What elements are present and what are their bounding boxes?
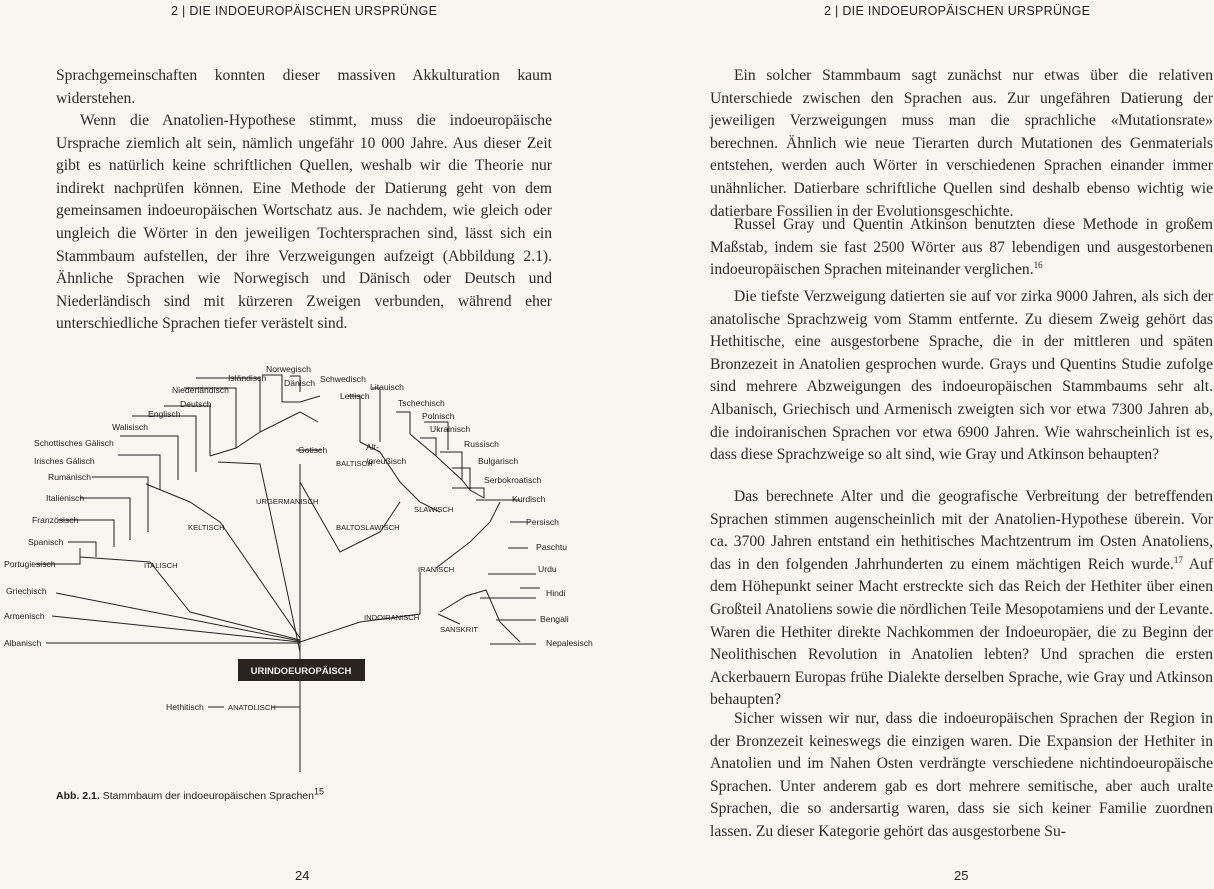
paragraph-text: Sprachgemeinschaften konnten dieser massiven Akkulturation kaum widerstehen. — [56, 67, 552, 107]
language-label: Portugiesisch — [4, 559, 56, 569]
language-label: Hindi — [546, 588, 566, 598]
language-label: Hethitisch — [166, 702, 204, 712]
paragraph-text: Auf dem Höhepunkt seiner Macht erstreckte sich das Reich der Hethiter über einen Großteil Anatoliens sowie die nördlichen Teile Mesopotamiens und der Levante. Waren die Hethiter direkte Nachkommen der Indoeuropäer, die zu Beginn der Neolithischen Revolution in Anatolien lebten? Und sprachen die ersten Ackerbauern Europas frühe Dialekte derselben Sprache, wie Gray und Atkinson behaupten? — [710, 555, 1213, 709]
language-label: Kurdisch — [512, 494, 546, 504]
paragraph-text: Die tiefste Verzweigung datierten sie auf vor zirka 9000 Jahren, als sich der anatolische Sprachzweig vom Stamm entfernte. Zu diesem Zweig gehört das Hethitische, eine ausgestorbene Sprache, die in der mittleren und späten Bronzezeit in Anatolien gesprochen wurde. Grays und Quentins Studie zufolge sind mehrere Abzweigungen des indoeuropäischen Stammbaums sehr alt. Albanisch, Griechisch und Armenisch zweigten sich vor etwa 7300 Jahren ab, die indoiranischen Sprachen vor etwa 6900 Jahren. Wie wahrscheinlich ist es, dass diese Sprachzweige so alt sind, wie Gray und Atkinson behaupten? — [710, 288, 1213, 464]
language-label: Italienisch — [46, 493, 85, 503]
paragraph-text: Sicher wissen wir nur, dass die indoeuropäischen Sprachen der Region in der Bronzezeit keineswegs die einzigen waren. Die Expansion der Hethiter in Anatolien und im Nahen Osten verdrängte verschiedene nichtindoeuropäische Sprachen. Unter anderem gab es dort mehrere semitische, aber auch uralte Sprachen, die so andersartig waren, dass sie sich keiner Familie zuordnen lassen. Zu dieser Kategorie gehört das ausgestorbene Su- — [710, 710, 1213, 840]
language-label: Gotisch — [298, 445, 328, 455]
language-label: Ukrainisch — [430, 424, 471, 434]
paragraph — [56, 110, 552, 336]
tree-branches — [36, 375, 540, 772]
group-label: IRANISCH — [418, 565, 455, 574]
group-label: BALTISCH — [336, 459, 373, 468]
group-label: SANSKRIT — [440, 625, 478, 634]
language-label: Alt- — [366, 442, 379, 452]
footnote-marker: 16 — [1033, 260, 1043, 270]
language-label: Urdu — [538, 564, 557, 574]
footnote-marker: 15 — [313, 786, 324, 797]
paragraph — [710, 65, 1213, 223]
paragraph — [710, 708, 1213, 844]
paragraph-text: Wenn die Anatolien-Hypothese stimmt, muss die indoeuropäische Ursprache ziemlich alt sein, nämlich ungefähr 10 000 Jahre. Aus dieser Zeit gibt es natürlich keine schriftlichen Quellen, weshalb wir die Theorie nur indirekt nachprüfen können. Eine Methode der Datierung geht von dem gemeinsamen indoeuropäischen Wortschatz aus. Je nachdem, wie gleich oder ungleich die Wörter in den jeweiligen Tochtersprachen sind, lässt sich ein Stammbaum aufstellen, der ihre Verzweigungen aufzeigt (Abbildung 2.1). Ähnliche Sprachen wie Norwegisch und Dänisch oder Deutsch und Niederländisch sind mit kürzeren Zweigen verbunden, während eher unterschiedliche Sprachen tiefer verästelt sind. — [56, 112, 552, 333]
language-label: Albanisch — [4, 638, 42, 648]
language-label: Lettisch — [340, 391, 370, 401]
language-label: Serbokroatisch — [484, 475, 542, 485]
language-label: Bengali — [540, 614, 569, 624]
language-label: Polnisch — [422, 411, 455, 421]
language-label: Litauisch — [370, 382, 404, 392]
language-label: Spanisch — [28, 537, 64, 547]
page-number-left: 24 — [295, 868, 310, 883]
caption-label: Abb. 2.1. — [56, 790, 100, 802]
language-label: Englisch — [148, 409, 181, 419]
running-head-left: 2 | DIE INDOEUROPÄISCHEN URSPRÜNGE — [171, 4, 438, 18]
language-label: Russisch — [464, 439, 499, 449]
language-label: Französisch — [32, 515, 79, 525]
group-label: ITALISCH — [144, 561, 178, 570]
language-label: Tschechisch — [398, 398, 445, 408]
group-label: KELTISCH — [188, 523, 225, 532]
language-tree-figure — [0, 352, 607, 782]
language-label: Norwegisch — [266, 364, 311, 374]
paragraph — [710, 286, 1213, 467]
language-label: Isländisch — [228, 373, 267, 383]
paragraph — [56, 65, 552, 110]
page-number-right: 25 — [954, 868, 969, 883]
running-head-right: 2 | DIE INDOEUROPÄISCHEN URSPRÜNGE — [824, 4, 1091, 18]
figure-caption — [56, 786, 324, 802]
language-label: Persisch — [526, 517, 559, 527]
language-label: Rumänisch — [48, 472, 91, 482]
paragraph-text: Das berechnete Alter und die geografische Verbreitung der betreffenden Sprachen stimmen augenscheinlich mit der Anatolien-Hypothese überein. Vor ca. 3700 Jahren entstand ein hethitisches Machtzentrum im Osten Anatoliens, das in den folgenden Jahrhunderten zu einem mächtigen Reich wurde. — [710, 488, 1213, 573]
language-label: Irisches Gälisch — [34, 456, 95, 466]
language-label: /preußisch — [366, 456, 407, 466]
language-label: Schwedisch — [320, 374, 366, 384]
group-label: URGERMANISCH — [256, 497, 319, 506]
right-page — [607, 0, 1214, 889]
language-label: Bulgarisch — [478, 456, 519, 466]
language-label: Paschtu — [536, 542, 568, 552]
paragraph — [710, 486, 1213, 712]
root-node-label: URINDOEUROPÄISCH — [250, 666, 352, 677]
language-label: Deutsch — [180, 399, 212, 409]
paragraph-text: Ein solcher Stammbaum sagt zunächst nur etwas über die relativen Unterschiede zwischen den Sprachen aus. Zur ungefähren Datierung der jeweiligen Verzweigungen muss man die sprachliche «Mutationsrate» berechnen. Ähnlich wie neue Tierarten durch Mutationen des Genmaterials entstehen, werden auch Wörter in verschiedenen Sprachen einander immer unähnlicher. Datierbare schriftliche Quellen sind deshalb ebenso wichtig wie datierbare Fossilien in der Evolutionsgeschichte. — [710, 67, 1213, 220]
language-label: Walisisch — [112, 422, 148, 432]
language-label: Niederländisch — [172, 385, 229, 395]
language-label: Nepalesisch — [546, 638, 593, 648]
language-label: Schottisches Gälisch — [34, 438, 114, 448]
footnote-marker: 17 — [1173, 554, 1183, 565]
group-label: ANATOLISCH — [228, 703, 276, 712]
group-label: BALTOSLAWISCH — [336, 523, 400, 532]
group-label: SLAWISCH — [414, 505, 454, 514]
language-label: Griechisch — [6, 586, 47, 596]
language-label: Armenisch — [4, 611, 45, 621]
caption-text: Stammbaum der indoeuropäischen Sprachen — [102, 790, 314, 802]
paragraph-text: Russel Gray und Quentin Atkinson benutzten diese Methode in großem Maßstab, indem sie fast 2500 Wörter aus 87 lebendigen und ausgestorbenen indoeuropäischen Sprachen miteinander verglichen. — [710, 216, 1213, 279]
language-label: Dänisch — [284, 378, 316, 388]
paragraph — [710, 214, 1213, 282]
group-label: INDOIRANISCH — [364, 613, 420, 622]
